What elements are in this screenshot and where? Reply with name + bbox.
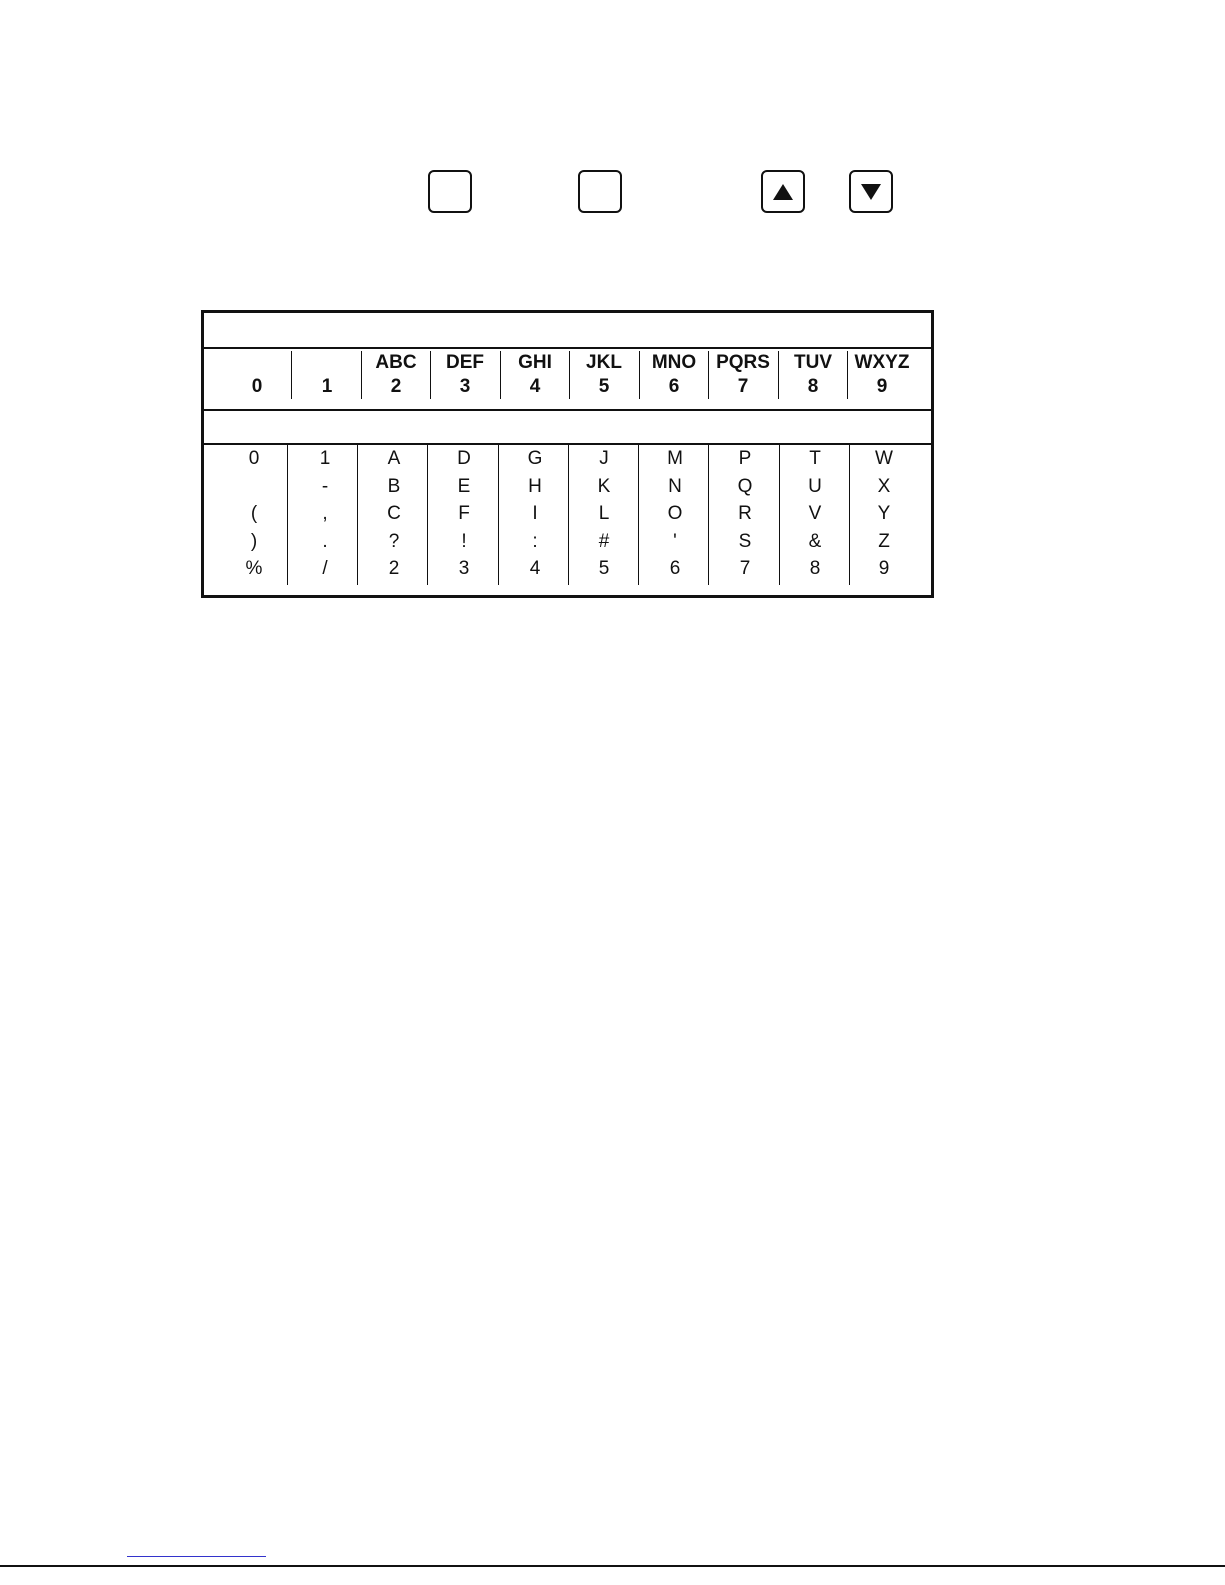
keypad-key-number: 5 (598, 376, 610, 397)
character-cell: 2 (388, 558, 400, 579)
character-cell: 3 (458, 558, 470, 579)
character-cell (220, 473, 288, 501)
character-cell: 7 (739, 558, 751, 579)
character-cell: F (458, 503, 470, 524)
character-cell: Q (737, 475, 753, 497)
column-divider (847, 351, 848, 399)
character-cell: / (322, 558, 328, 579)
character-cell: V (808, 503, 822, 524)
character-cell: N (668, 475, 682, 497)
column-divider (498, 445, 499, 585)
column-divider (708, 445, 709, 585)
character-column-0 (220, 445, 288, 595)
character-column-9 (850, 445, 918, 595)
keypad-key-number: 3 (459, 376, 471, 397)
character-cell: 5 (598, 558, 610, 579)
character-cell: ' (673, 530, 677, 552)
character-column-4 (501, 445, 569, 595)
column-divider (708, 351, 709, 399)
character-cell: - (321, 475, 329, 497)
keypad-key-8 (779, 351, 847, 401)
character-cell: G (527, 448, 543, 469)
character-column-1 (291, 445, 359, 595)
column-divider (427, 445, 428, 585)
character-cell: O (667, 503, 683, 524)
character-cell: B (387, 475, 401, 497)
character-cell: X (877, 475, 891, 497)
keypad-key-number: 0 (251, 376, 263, 397)
keypad-key-number: 4 (529, 376, 541, 397)
footer-rule (0, 1565, 1225, 1567)
character-cell: ! (461, 530, 467, 552)
character-column-3 (430, 445, 498, 595)
character-map-table (201, 310, 934, 598)
character-cell: ( (250, 503, 258, 524)
character-cell: T (809, 448, 821, 469)
character-cell: C (387, 503, 401, 524)
column-divider (638, 445, 639, 585)
character-cell: : (532, 530, 538, 552)
keypad-key-letters: PQRS (716, 352, 770, 373)
keypad-key-number: 9 (876, 376, 888, 397)
keypad-key-letters (293, 351, 361, 375)
column-divider (778, 351, 779, 399)
character-cell: ) (250, 530, 258, 552)
blank-key-2 (578, 170, 622, 213)
down-arrow-icon (861, 184, 881, 200)
character-cell: 9 (878, 558, 890, 579)
character-column-5 (570, 445, 638, 595)
keypad-key-letters (223, 351, 291, 375)
keypad-key-7 (709, 351, 777, 401)
character-cell: % (245, 558, 263, 579)
column-divider (779, 445, 780, 585)
footer-link-underline (127, 1556, 266, 1557)
keypad-key-letters: WXYZ (854, 352, 910, 373)
character-cell: U (808, 475, 822, 497)
column-divider (639, 351, 640, 399)
character-cell: H (528, 475, 542, 497)
character-cell: 1 (319, 448, 331, 469)
keypad-key-3 (431, 351, 499, 401)
keypad-key-1 (293, 351, 361, 401)
character-cell: A (387, 448, 401, 469)
character-cell: E (457, 475, 471, 497)
character-cell: S (738, 530, 752, 552)
blank-key-1 (428, 170, 472, 213)
column-divider (500, 351, 501, 399)
character-cell: K (597, 475, 611, 497)
character-cell: 0 (248, 448, 260, 469)
character-cell: P (738, 448, 752, 469)
keypad-key-number: 6 (668, 376, 680, 397)
column-divider (430, 351, 431, 399)
character-column-8 (781, 445, 849, 595)
up-arrow-key (761, 170, 805, 213)
character-column-7 (711, 445, 779, 595)
column-divider (568, 445, 569, 585)
up-arrow-icon (773, 184, 793, 200)
character-column-6 (641, 445, 709, 595)
down-arrow-key (849, 170, 893, 213)
character-cell: 6 (669, 558, 681, 579)
character-cell: L (598, 503, 610, 524)
characters-row (204, 445, 931, 595)
table-header-blank-row (204, 313, 931, 349)
character-cell: ? (388, 530, 400, 552)
keypad-key-5 (570, 351, 638, 401)
column-divider (357, 445, 358, 585)
column-divider (287, 445, 288, 585)
character-column-2 (360, 445, 428, 595)
character-cell: I (532, 503, 538, 524)
character-cell: D (457, 448, 471, 469)
column-divider (569, 351, 570, 399)
keypad-key-letters: ABC (375, 352, 417, 373)
character-cell: W (875, 448, 893, 469)
character-cell: Y (877, 503, 891, 524)
keypad-keys-row (204, 349, 931, 411)
character-cell: J (599, 448, 609, 469)
character-cell: M (667, 448, 683, 469)
column-divider (849, 445, 850, 585)
keypad-key-9 (848, 351, 916, 401)
keypad-key-letters: DEF (446, 352, 484, 373)
keypad-key-letters: GHI (518, 352, 552, 373)
keypad-key-2 (362, 351, 430, 401)
keypad-key-number: 2 (390, 376, 402, 397)
character-cell: 8 (809, 558, 821, 579)
keypad-key-4 (501, 351, 569, 401)
keypad-key-number: 7 (737, 376, 749, 397)
character-cell: 4 (529, 558, 541, 579)
keypad-key-number: 1 (321, 376, 333, 397)
character-cell: . (322, 530, 328, 552)
table-blank-row (204, 411, 931, 445)
character-cell: Z (878, 530, 890, 552)
character-cell: R (738, 503, 752, 524)
character-cell: # (598, 530, 610, 552)
character-cell: , (322, 503, 328, 524)
column-divider (361, 351, 362, 399)
keypad-key-6 (640, 351, 708, 401)
keypad-key-letters: MNO (651, 352, 697, 373)
character-cell: & (808, 530, 822, 552)
keypad-key-0 (223, 351, 291, 401)
keypad-key-letters: JKL (586, 352, 622, 373)
keypad-key-letters: TUV (794, 352, 832, 373)
keypad-key-number: 8 (807, 376, 819, 397)
column-divider (291, 351, 292, 399)
